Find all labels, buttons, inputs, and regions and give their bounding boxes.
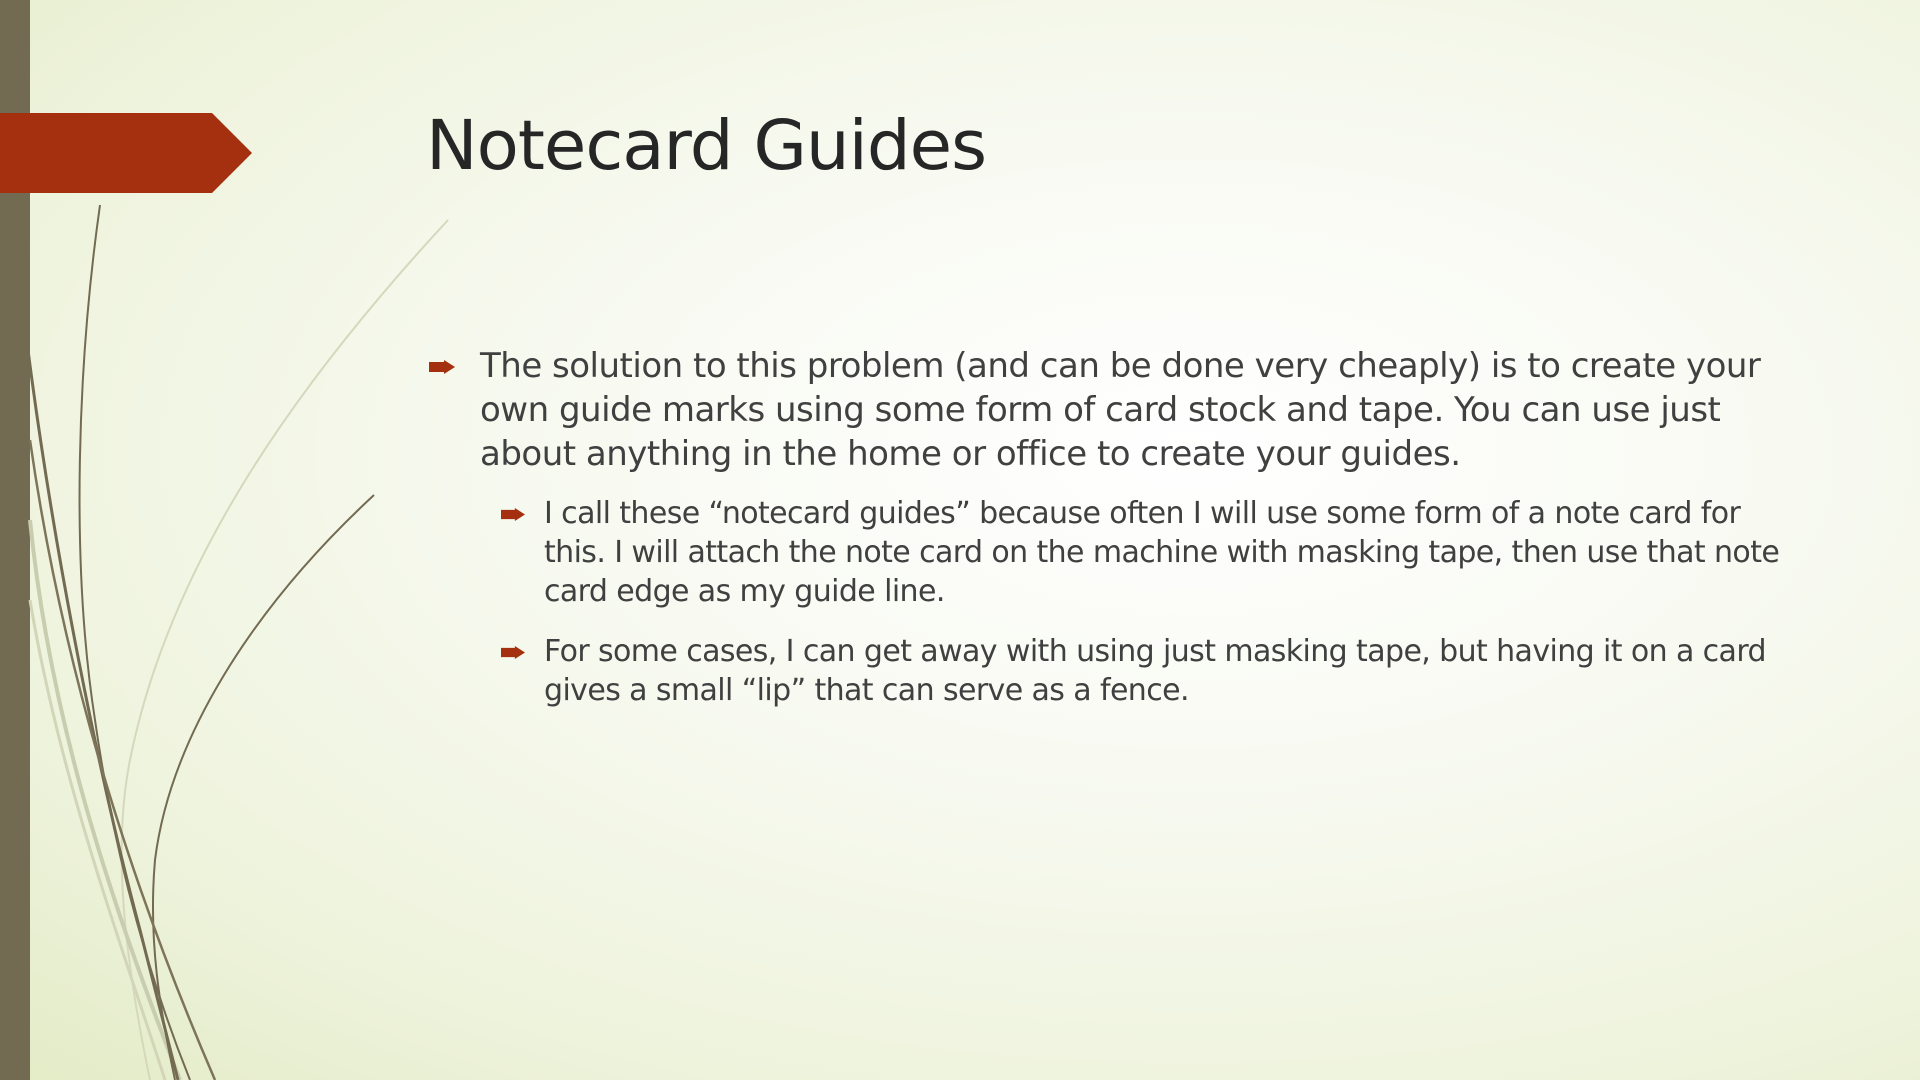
slide-body bbox=[426, 344, 1806, 710]
sub-bullet-text: I call these “notecard guides” because often I will use some form of a note card for this. I will attach the note card on the machine with masking tape, then use that note card edge as my guide line. bbox=[544, 496, 1780, 609]
arrow-bullet-icon bbox=[429, 360, 455, 374]
sub-bullet-item bbox=[426, 494, 1806, 611]
arrow-bullet-icon bbox=[501, 508, 525, 521]
bullet-text: The solution to this problem (and can be done very cheaply) is to create your own guide marks using some form of card stock and tape. You can use just about anything in the home or office to create your guides. bbox=[480, 346, 1761, 474]
slide-title: Notecard Guides bbox=[426, 106, 987, 186]
sub-bullet-item bbox=[426, 632, 1806, 710]
sub-bullet-text: For some cases, I can get away with using just masking tape, but having it on a card gives a small “lip” that can serve as a fence. bbox=[544, 634, 1766, 708]
title-accent-arrow bbox=[0, 113, 252, 193]
bullet-item bbox=[426, 344, 1806, 476]
arrow-bullet-icon bbox=[501, 646, 525, 659]
